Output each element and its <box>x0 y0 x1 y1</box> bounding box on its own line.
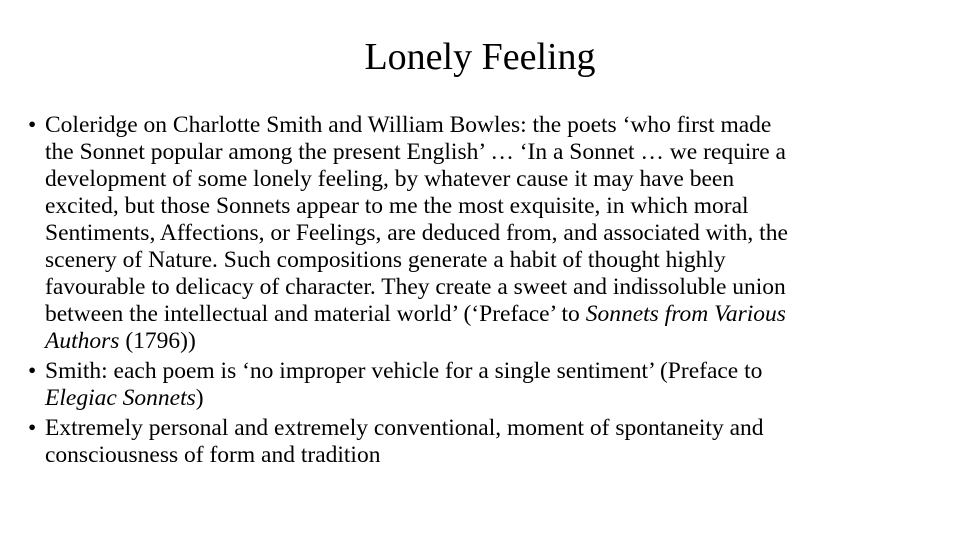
bullet-text: ) <box>195 385 204 411</box>
bullet-text: between the intellectual and material world’ (‘Preface’ to <box>45 301 586 327</box>
bullet-text: (1796)) <box>119 328 196 354</box>
bullet-smith <box>28 358 940 412</box>
bullet-line <box>45 328 940 355</box>
bullet-dot: • <box>28 112 37 138</box>
book-title-elegiac: Elegiac Sonnets <box>45 385 196 411</box>
bullet-line: Coleridge on Charlotte Smith and William Bowles: the poets ‘who first made <box>45 112 772 138</box>
bullet-line: Extremely personal and extremely conventional, moment of spontaneity and <box>45 415 764 441</box>
slide-body <box>28 112 940 472</box>
bullet-line: the Sonnet popular among the present English’ … ‘In a Sonnet … we require a <box>45 139 786 165</box>
slide-title: Lonely Feeling <box>364 36 596 78</box>
bullet-dot: • <box>28 415 37 441</box>
bullet-line: consciousness of form and tradition <box>45 442 381 468</box>
bullet-line: development of some lonely feeling, by whatever cause it may have been <box>45 166 735 192</box>
bullet-line: favourable to delicacy of character. They create a sweet and indissoluble union <box>45 274 786 300</box>
bullet-line <box>45 301 940 328</box>
bullet-personal-conventional <box>28 415 940 469</box>
bullet-line <box>45 385 940 412</box>
bullet-line: excited, but those Sonnets appear to me the most exquisite, in which moral <box>45 193 749 219</box>
bullet-line: Sentiments, Affections, or Feelings, are deduced from, and associated with, the <box>45 220 788 246</box>
bullet-coleridge-quote <box>28 112 940 355</box>
bullet-line: scenery of Nature. Such compositions generate a habit of thought highly <box>45 247 726 273</box>
book-title-sonnets: Sonnets from Various <box>585 301 786 327</box>
bullet-dot: • <box>28 358 37 384</box>
bullet-line: Smith: each poem is ‘no improper vehicle for a single sentiment’ (Preface to <box>45 358 763 384</box>
book-title-authors: Authors <box>45 328 120 354</box>
